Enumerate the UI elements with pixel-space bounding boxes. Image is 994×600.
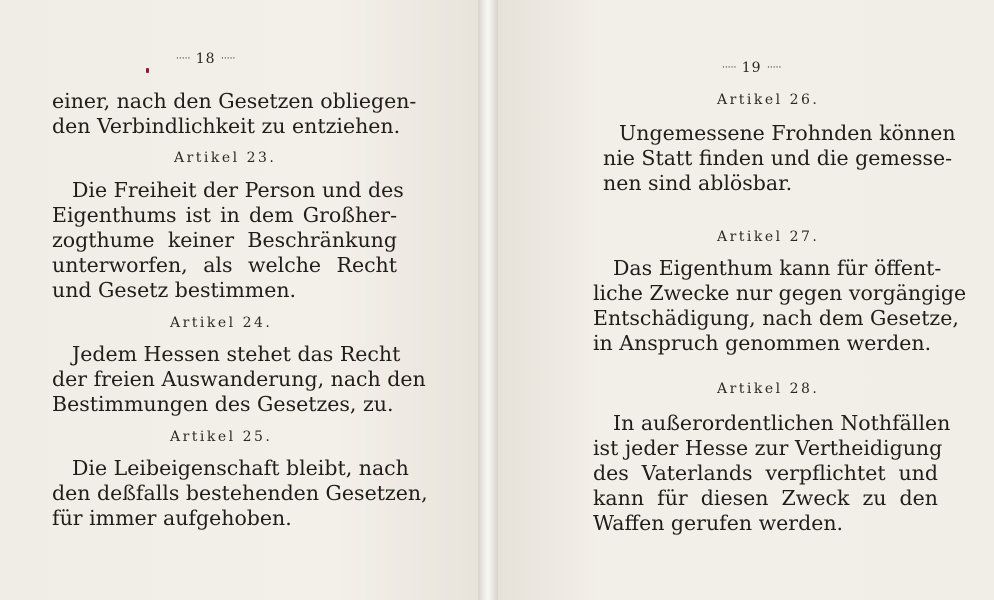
- book-gutter: [478, 0, 498, 600]
- text-line: Ungemessene Frohnden können: [619, 121, 956, 145]
- text-line: liche Zwecke nur gegen vorgängige: [593, 281, 967, 305]
- text-line: Eigenthums ist in dem Großher-: [52, 203, 397, 227]
- text-line: Entschädigung, nach dem Gesetze,: [593, 306, 959, 330]
- text-line: für immer aufgehoben.: [52, 506, 292, 530]
- text-line: Bestimmungen des Gesetzes, zu.: [52, 392, 394, 416]
- continuation-text: [52, 89, 417, 139]
- text-line: Waffen gerufen werden.: [593, 511, 844, 535]
- text-line: den Verbindlichkeit zu entziehen.: [52, 114, 401, 138]
- article-24-text: [52, 342, 426, 417]
- text-line: einer, nach den Gesetzen obliegen-: [52, 89, 417, 113]
- folio-ornament: ·····: [176, 54, 191, 64]
- article-25-heading: Artikel 25.: [170, 429, 273, 445]
- article-23-heading: Artikel 23.: [174, 150, 277, 166]
- article-26-heading: Artikel 26.: [717, 92, 820, 108]
- folio-ornament: ·····: [767, 63, 782, 73]
- text-line: zogthume keiner Beschränkung: [52, 228, 397, 252]
- right-page-number: [722, 60, 781, 76]
- text-line: nie Statt finden und die gemesse-: [603, 146, 953, 170]
- folio-ornament: ·····: [221, 54, 236, 64]
- page-number: 19: [741, 60, 762, 76]
- text-line: Die Leibeigenschaft bleibt, nach: [72, 456, 409, 480]
- text-line: unterworfen, als welche Recht: [52, 253, 397, 277]
- text-line: den deßfalls bestehenden Gesetzen,: [52, 481, 428, 505]
- text-line: in Anspruch genommen werden.: [593, 331, 932, 355]
- left-page-number: [176, 51, 235, 67]
- right-page: [498, 0, 994, 600]
- article-24-heading: Artikel 24.: [170, 315, 273, 331]
- text-line: In außerordentlichen Nothfällen: [613, 411, 951, 435]
- text-line: kann für diesen Zweck zu den: [593, 486, 938, 510]
- text-line: ist jeder Hesse zur Vertheidigung: [593, 436, 943, 460]
- article-23-text: [52, 178, 404, 303]
- article-27-heading: Artikel 27.: [717, 229, 820, 245]
- article-25-text: [52, 456, 428, 531]
- text-line: Jedem Hessen stehet das Recht: [72, 342, 401, 366]
- text-line: des Vaterlands verpflichtet und: [593, 461, 938, 485]
- text-line: Das Eigenthum kann für öffent-: [613, 256, 942, 280]
- text-line: Die Freiheit der Person und des: [72, 178, 404, 202]
- folio-ornament: ·····: [722, 63, 737, 73]
- article-28-text: [593, 411, 951, 536]
- article-28-heading: Artikel 28.: [717, 381, 820, 397]
- text-line: nen sind ablösbar.: [603, 171, 793, 195]
- text-line: und Gesetz bestimmen.: [52, 278, 297, 302]
- article-27-text: [593, 256, 967, 356]
- left-page: [0, 0, 478, 600]
- text-line: der freien Auswanderung, nach den: [52, 367, 426, 391]
- ink-stain-mark: [146, 68, 149, 73]
- article-26-text: [593, 121, 956, 196]
- page-number: 18: [195, 51, 216, 67]
